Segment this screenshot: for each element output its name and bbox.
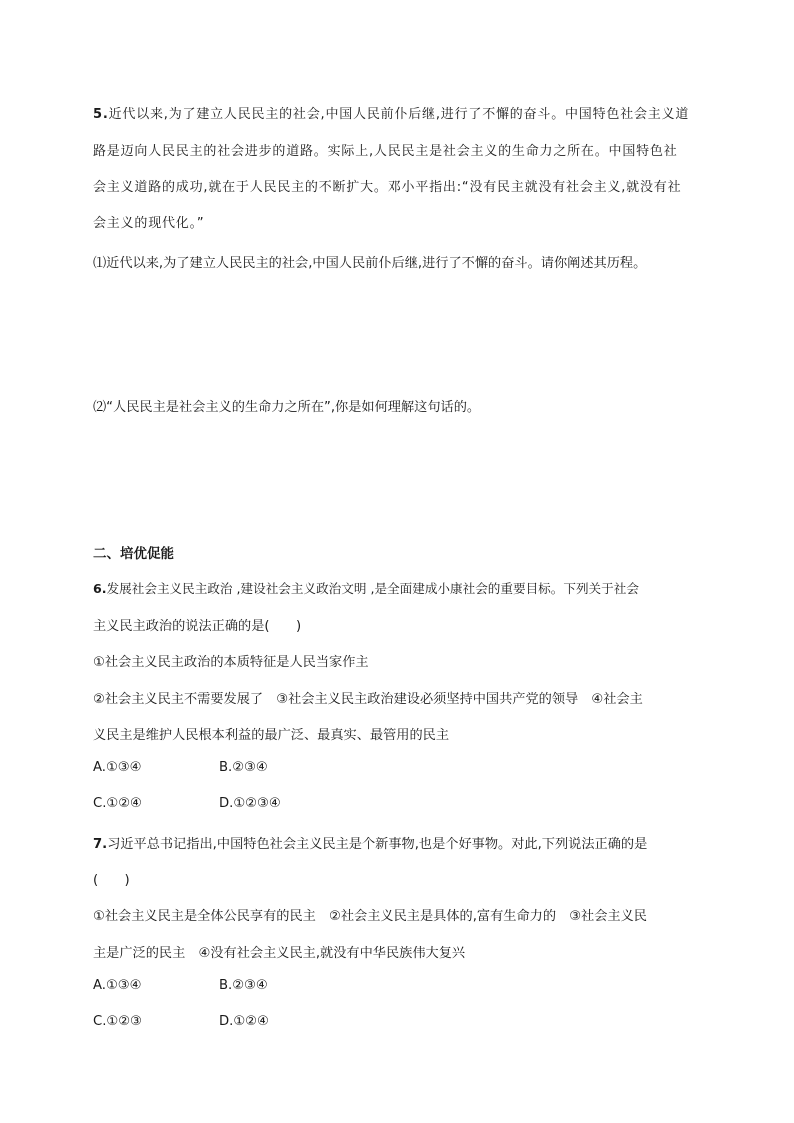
q5-line-2: 路是迈向人民民主的社会进步的道路。实际上,人民民主是社会主义的生命力之所在。中国特色社 — [93, 144, 678, 159]
q5-number: 5. — [93, 107, 109, 122]
q5-line-3: 会主义道路的成功,就在于人民民主的不断扩大。邓小平指出:“没有民主就没有社会主义,就没有社 — [93, 180, 682, 195]
q6-line-5: 义民主是维护人民根本利益的最广泛、最真实、最管用的民主 — [93, 728, 450, 743]
q7-text-1: 习近平总书记指出,中国特色社会主义民主是个新事物,也是个好事物。对此,下列说法正确的是 — [107, 837, 648, 852]
q6-line-3: ①社会主义民主政治的本质特征是人民当家作主 — [93, 655, 369, 670]
q6-text-1: 发展社会主义民主政治 ,建设社会主义政治文明 ,是全面建成小康社会的重要目标。下列关于社会 — [106, 581, 639, 596]
section-title: 二、培优促能 — [93, 546, 174, 562]
q6-option-a: A.①③④ — [93, 760, 142, 775]
q7-option-a: A.①③④ — [93, 978, 142, 993]
q7-line-2: ( ) — [93, 873, 130, 888]
q6-line-1 — [93, 578, 639, 597]
q6-line-2: 主义民主政治的说法正确的是( ) — [93, 619, 302, 634]
q5-text-1: 近代以来,为了建立人民民主的社会,中国人民前仆后继,进行了不懈的奋斗。中国特色社会主义道 — [108, 107, 690, 122]
q6-line-4: ②社会主义民主不需要发展了 ③社会主义民主政治建设必须坚持中国共产党的领导 ④社会主 — [93, 692, 643, 707]
q6-option-b: B.②③④ — [219, 760, 268, 775]
q5-subquestion-1: ⑴近代以来,为了建立人民民主的社会,中国人民前仆后继,进行了不懈的奋斗。请你阐述其历程。 — [93, 256, 647, 271]
q7-line-1 — [93, 833, 647, 852]
q6-number: 6. — [93, 581, 107, 596]
q7-number: 7. — [93, 837, 108, 852]
q5-line-4: 会主义的现代化。” — [93, 216, 205, 231]
q7-line-3: ①社会主义民主是全体公民享有的民主 ②社会主义民主是具体的,富有生命力的 ③社会主义民 — [93, 909, 647, 924]
q7-option-b: B.②③④ — [219, 978, 268, 993]
q6-option-d: D.①②③④ — [219, 796, 281, 811]
q5-subquestion-2: ⑵“人民民主是社会主义的生命力之所在”,你是如何理解这句话的。 — [93, 400, 481, 415]
q5-line-1 — [93, 103, 689, 122]
q6-option-c: C.①②④ — [93, 796, 142, 811]
q7-option-c: C.①②③ — [93, 1014, 142, 1029]
q7-option-d: D.①②④ — [219, 1014, 269, 1029]
q7-line-4: 主是广泛的民主 ④没有社会主义民主,就没有中华民族伟大复兴 — [93, 946, 466, 961]
